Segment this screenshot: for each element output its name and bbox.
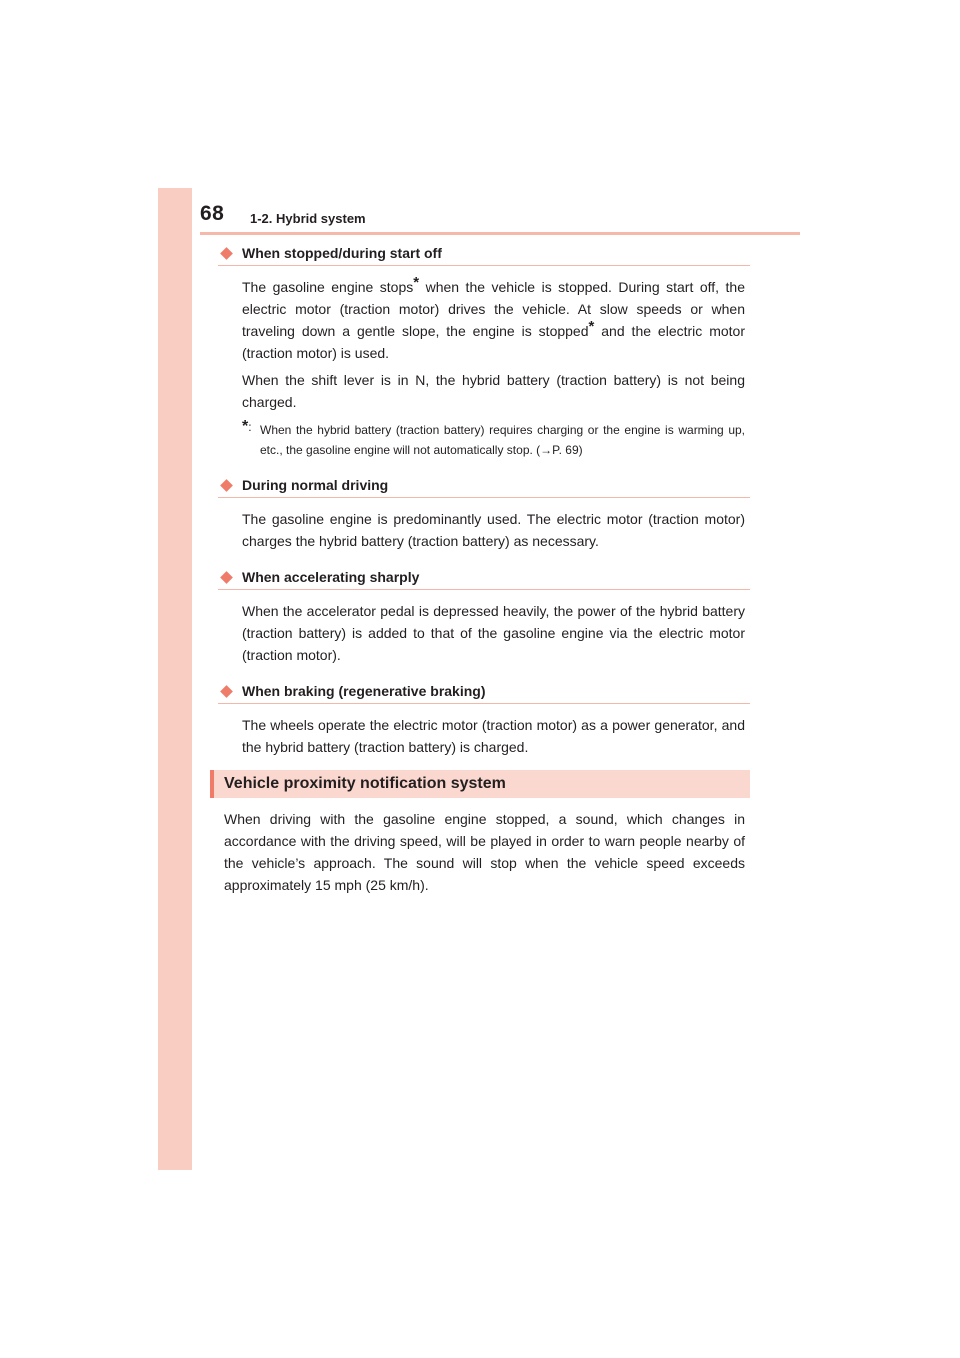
footnote-mark	[242, 417, 252, 437]
footnote-star: *	[242, 418, 249, 435]
sub-heading-stopped	[218, 242, 750, 266]
sub-heading-accelerating	[218, 566, 750, 590]
sub-heading-braking	[218, 680, 750, 704]
paragraph-stopped	[242, 276, 745, 364]
paragraph-text: The gasoline engine stops	[242, 279, 414, 295]
diamond-bullet-icon	[220, 479, 233, 492]
sub-heading-normal-driving	[218, 474, 750, 498]
diamond-bullet-icon	[220, 685, 233, 698]
paragraph-shift-lever: When the shift lever is in N, the hybrid battery (traction battery) is not being charged.	[242, 372, 745, 410]
footnote	[242, 420, 745, 460]
sub-heading-text: During normal driving	[242, 477, 389, 493]
paragraph-braking: The wheels operate the electric motor (traction motor) as a power generator, and the hybrid battery (traction battery) is charged.	[242, 717, 745, 755]
paragraph-text: and the electric motor (traction motor) is used.	[242, 323, 745, 361]
paragraph-proximity: When driving with the gasoline engine stopped, a sound, which changes in accordance with the driving speed, will be played in order to warn people nearby of the vehicle’s approach. The sound will stop when the vehicle speed exceeds approximately 15 mph (25 km/h).	[224, 811, 745, 893]
sub-heading-text: When accelerating sharply	[242, 569, 420, 585]
page-content	[218, 242, 750, 896]
diamond-bullet-icon	[220, 571, 233, 584]
side-band	[158, 188, 192, 1170]
main-heading-proximity: Vehicle proximity notification system	[210, 770, 750, 798]
footnote-text: When the hybrid battery (traction battery) requires charging or the engine is warming up, etc., the gasoline engine will not automatically stop. (→P. 69)	[260, 423, 745, 457]
page-number: 68	[200, 202, 225, 225]
paragraph-text: when the vehicle is stopped. During start off, the electric motor (traction motor) drives the vehicle. At slow speeds or when traveling down a gentle slope, the engine is stopped	[242, 279, 745, 339]
section-title: 1-2. Hybrid system	[250, 211, 366, 226]
footnote-star: *	[413, 274, 420, 291]
sub-heading-text: When braking (regenerative braking)	[242, 683, 486, 699]
paragraph-accelerating: When the accelerator pedal is depressed heavily, the power of the hybrid battery (traction battery) is added to that of the gasoline engine via the electric motor (traction motor).	[242, 603, 745, 663]
sub-heading-text: When stopped/during start off	[242, 245, 442, 261]
footnote-colon: :	[248, 420, 252, 434]
footnote-star: *	[588, 318, 595, 335]
page-header	[200, 200, 800, 236]
diamond-bullet-icon	[220, 247, 233, 260]
paragraph-normal-driving: The gasoline engine is predominantly used. The electric motor (traction motor) charges the hybrid battery (traction battery) as necessary.	[242, 511, 745, 549]
header-rule	[200, 232, 800, 235]
